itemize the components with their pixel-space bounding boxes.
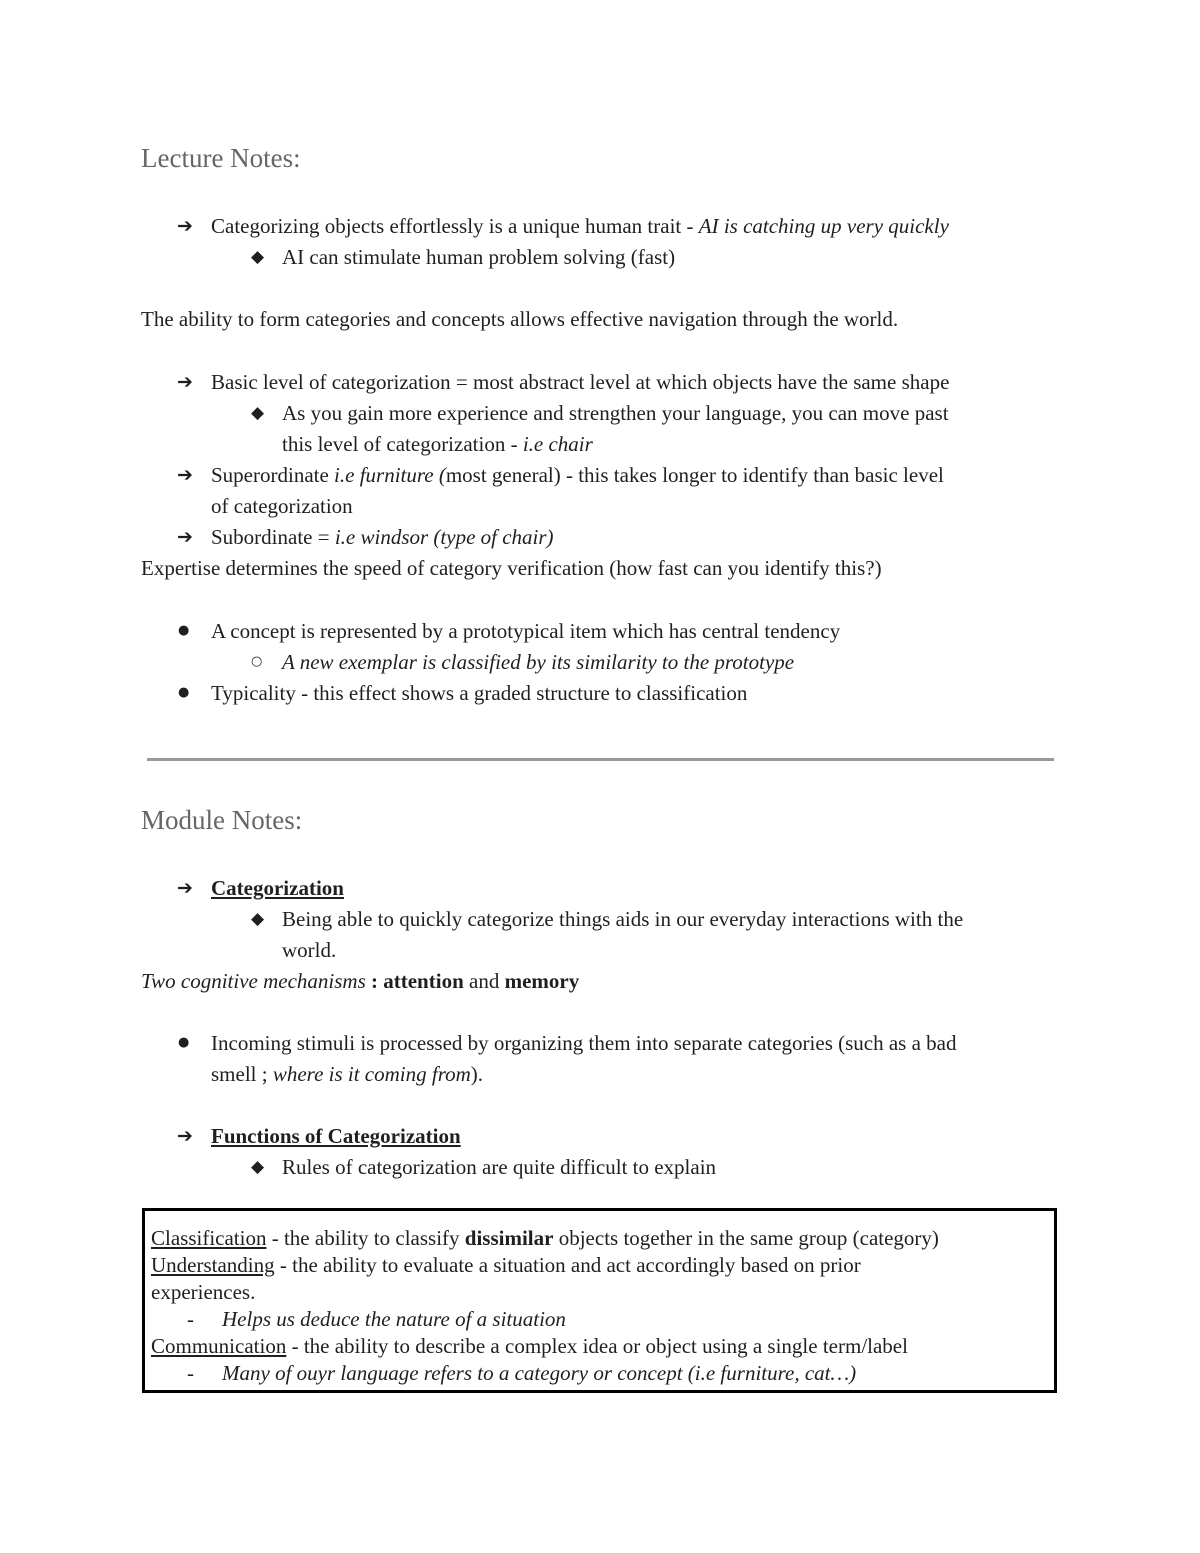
arrow-icon: ➔ bbox=[177, 526, 193, 548]
box-row-classification: Classification - the ability to classify dissimilar objects together in the same group (category) bbox=[151, 1226, 939, 1250]
dash-bullet: - bbox=[187, 1361, 194, 1385]
dash-bullet: - bbox=[187, 1307, 194, 1331]
arrow-icon: ➔ bbox=[177, 464, 193, 486]
module-heading: Module Notes: bbox=[141, 805, 303, 835]
diamond-icon: ◆ bbox=[251, 1157, 265, 1177]
bullet-icon: ● bbox=[178, 685, 190, 700]
arrow-icon: ➔ bbox=[177, 1125, 193, 1147]
arrow-icon: ➔ bbox=[177, 877, 193, 899]
diamond-icon: ◆ bbox=[251, 247, 265, 267]
section-divider bbox=[147, 758, 1054, 761]
box-row-understanding: Understanding - the ability to evaluate a situation and act accordingly based on prior bbox=[151, 1253, 861, 1277]
box-row-understanding-cont: experiences. bbox=[151, 1280, 256, 1304]
diamond-icon: ◆ bbox=[251, 909, 265, 929]
circle-icon: ○ bbox=[251, 654, 263, 669]
diamond-icon: ◆ bbox=[251, 403, 265, 423]
lecture-subitem-2-cont: this level of categorization - i.e chair bbox=[282, 432, 593, 456]
module-mechanisms: Two cognitive mechanisms : attention and memory bbox=[141, 969, 580, 993]
module-subitem-1-cont: world. bbox=[282, 938, 337, 962]
box-row-communication: Communication - the ability to describe a complex idea or object using a single term/label bbox=[151, 1334, 908, 1358]
bullet-icon: ● bbox=[178, 623, 190, 638]
arrow-icon: ➔ bbox=[177, 215, 193, 237]
arrow-icon: ➔ bbox=[177, 371, 193, 393]
lecture-paragraph-2: Expertise determines the speed of category verification (how fast can you identify this?) bbox=[141, 556, 882, 580]
bullet-icon: ● bbox=[178, 1035, 190, 1050]
lecture-paragraph-1: The ability to form categories and concepts allows effective navigation through the world. bbox=[141, 307, 899, 331]
lecture-heading: Lecture Notes: bbox=[141, 143, 301, 173]
module-bullet-1-cont: smell ; where is it coming from). bbox=[211, 1062, 484, 1086]
lecture-item-3-cont: of categorization bbox=[211, 494, 353, 518]
